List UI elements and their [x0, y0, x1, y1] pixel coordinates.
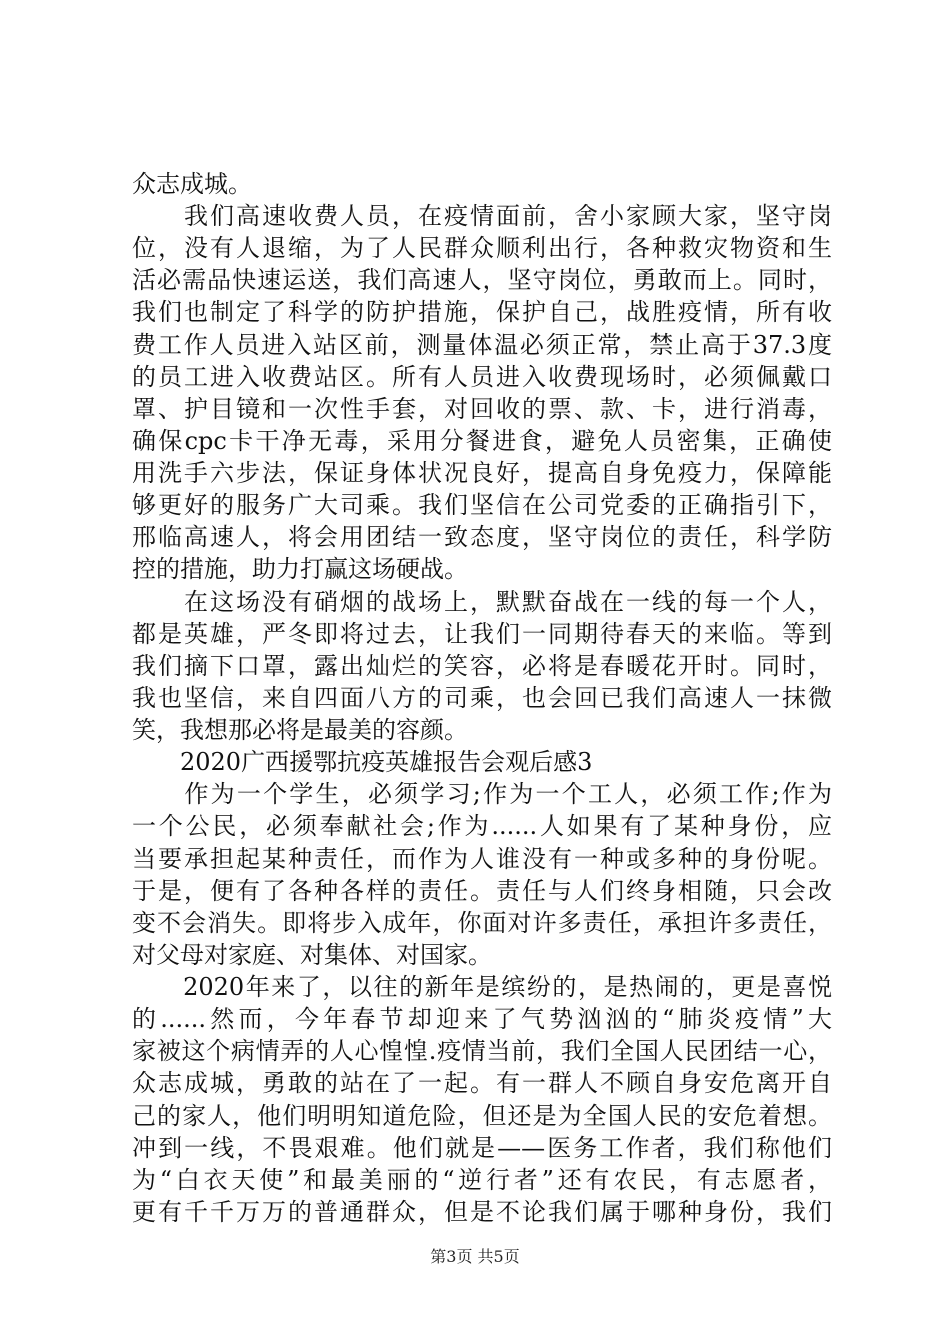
text-line: 邢临高速人，将会用团结一致态度，坚守岗位的责任，科学防 — [132, 523, 832, 551]
page-footer: 第3页 共5页 — [430, 1247, 520, 1266]
text-line: 众志成城，勇敢的站在了一起。有一群人不顾自身安危离开自 — [132, 1069, 832, 1097]
text-line: 在这场没有硝烟的战场上，默默奋战在一线的每一个人， — [132, 588, 832, 616]
text-line: 我们摘下口罩，露出灿烂的笑容，必将是春暖花开时。同时， — [132, 652, 832, 680]
text-line: 够更好的服务广大司乘。我们坚信在公司党委的正确指引下， — [132, 491, 832, 519]
text-line: 位，没有人退缩，为了人民群众顺利出行，各种救灾物资和生 — [132, 234, 832, 262]
text-line: 的......然而，今年春节却迎来了气势汹汹的“肺炎疫情”大 — [132, 1005, 832, 1033]
text-line: 作为一个学生，必须学习;作为一个工人，必须工作;作为 — [132, 780, 832, 808]
text-line: 活必需品快速运送，我们高速人，坚守岗位，勇敢而上。同时， — [132, 266, 832, 294]
text-line: 我们高速收费人员，在疫情面前，舍小家顾大家，坚守岗 — [132, 202, 832, 230]
text-line: 冲到一线，不畏艰难。他们就是——医务工作者，我们称他们 — [132, 1134, 832, 1162]
text-line: 变不会消失。即将步入成年，你面对许多责任，承担许多责任， — [132, 909, 832, 937]
text-line: 我也坚信，来自四面八方的司乘，也会回已我们高速人一抹微 — [132, 684, 832, 712]
text-line: 都是英雄，严冬即将过去，让我们一同期待春天的来临。等到 — [132, 620, 832, 648]
text-line: 的员工进入收费站区。所有人员进入收费现场时，必须佩戴口 — [132, 363, 832, 391]
text-line: 2020年来了，以往的新年是缤纷的，是热闹的，更是喜悦 — [132, 973, 832, 1001]
text-line: 一个公民，必须奉献社会;作为......人如果有了某种身份，应 — [132, 812, 832, 840]
text-line: 己的家人，他们明明知道危险，但还是为全国人民的安危着想。 — [132, 1102, 832, 1130]
text-line: 当要承担起某种责任，而作为人谁没有一种或多种的身份呢。 — [132, 845, 832, 873]
text-line: 罩、护目镜和一次性手套，对回收的票、款、卡，进行消毒， — [132, 395, 832, 423]
text-line: 对父母对家庭、对集体、对国家。 — [132, 941, 492, 969]
text-line: 家被这个病情弄的人心惶惶.疫情当前，我们全国人民团结一心， — [132, 1037, 832, 1065]
text-line: 费工作人员进入站区前，测量体温必须正常，禁止高于37.3度 — [132, 331, 832, 359]
text-line: 控的措施，助力打赢这场硬战。 — [132, 555, 468, 583]
text-line: 确保cpc卡干净无毒，采用分餐进食，避免人员密集，正确使 — [132, 427, 832, 455]
text-line: 笑，我想那必将是最美的容颜。 — [132, 716, 468, 744]
text-line: 于是，便有了各种各样的责任。责任与人们终身相随，只会改 — [132, 877, 832, 905]
text-line: 更有千千万万的普通群众，但是不论我们属于哪种身份，我们 — [132, 1198, 832, 1226]
text-line: 为“白衣天使”和最美丽的“逆行者”还有农民，有志愿者， — [132, 1166, 832, 1194]
text-line: 用洗手六步法，保证身体状况良好，提高自身免疫力，保障能 — [132, 459, 832, 487]
text-line: 我们也制定了科学的防护措施，保护自己，战胜疫情，所有收 — [132, 298, 832, 326]
text-line: 众志成城。 — [132, 170, 252, 198]
section-heading: 2020广西援鄂抗疫英雄报告会观后感3 — [132, 748, 593, 776]
